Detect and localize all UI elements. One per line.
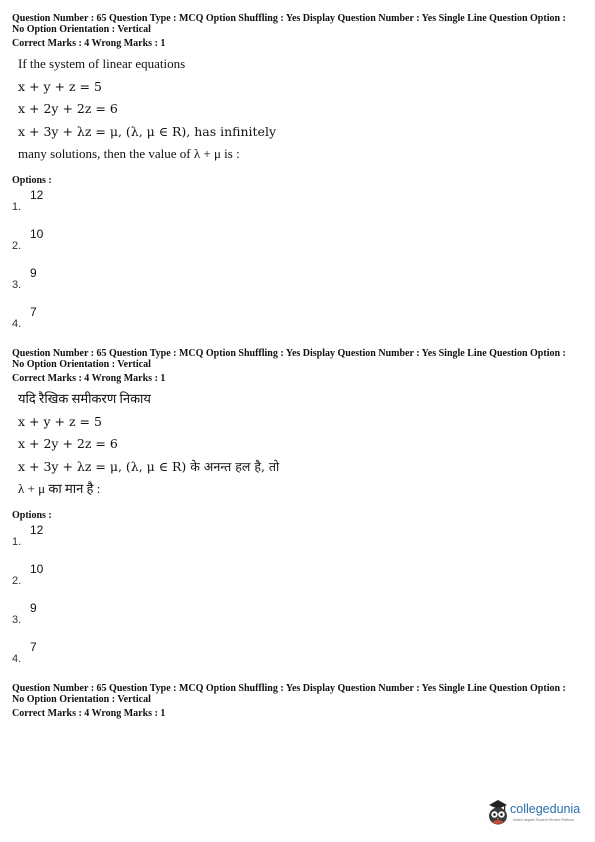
option-number: 2. [12,239,22,252]
option-3[interactable] [12,264,587,303]
owl-mascot-icon [486,796,510,826]
option-1[interactable] [12,521,587,560]
question-text [18,53,587,166]
option-value: 10 [30,226,44,241]
option-number: 4. [12,317,22,330]
question-header-line-1: Question Number : 65 Question Type : MCQ Option Shuffling : Yes Display Question Number : Yes Single Line Question Option : [12,683,566,694]
option-number: 2. [12,574,22,587]
question-intro: यदि रैखिक समीकरण निकाय [18,391,151,406]
option-number: 3. [12,278,22,291]
question-text [18,388,587,501]
option-value: 10 [30,561,44,576]
question-header-line-2: No Option Orientation : Vertical [12,359,151,370]
options-label: Options : [12,509,52,521]
logo-tagline: India's largest Student Review Platform [513,818,574,822]
option-value: 7 [30,304,37,319]
marks-line: Correct Marks : 4 Wrong Marks : 1 [12,38,166,49]
equation-1: x + y + z = 5 [18,413,102,429]
equation-2: x + 2y + 2z = 6 [18,101,118,116]
equation-3: x + 3y + λz = μ, (λ, μ ∈ R), has infinitely [18,123,277,139]
option-value: 12 [30,187,44,202]
question-intro: If the system of linear equations [18,56,186,71]
option-number: 1. [12,535,22,548]
question-ending: λ + μ का मान है : [18,481,101,496]
option-3[interactable] [12,599,587,638]
option-1[interactable] [12,186,587,225]
question-block-hindi [12,348,587,677]
equation-2: x + 2y + 2z = 6 [18,436,118,451]
options-label: Options : [12,174,52,186]
logo-brand-text: collegedunia [510,802,581,816]
question-block-english [12,13,587,342]
question-ending: many solutions, then the value of λ + μ is : [18,146,240,161]
question-header-line-2: No Option Orientation : Vertical [12,694,151,705]
option-4[interactable] [12,303,587,342]
marks-line: Correct Marks : 4 Wrong Marks : 1 [12,373,166,384]
option-2[interactable] [12,225,587,264]
question-header-line-1: Question Number : 65 Question Type : MCQ Option Shuffling : Yes Display Question Number : Yes Single Line Question Option : [12,348,566,359]
option-value: 7 [30,639,37,654]
option-value: 9 [30,600,37,615]
question-header-line-1: Question Number : 65 Question Type : MCQ Option Shuffling : Yes Display Question Number : Yes Single Line Question Option : [12,13,566,24]
option-number: 3. [12,613,22,626]
marks-line: Correct Marks : 4 Wrong Marks : 1 [12,708,166,719]
option-number: 4. [12,652,22,665]
equation-1: x + y + z = 5 [18,78,102,94]
collegedunia-logo [486,796,586,832]
question-block-third [12,683,587,719]
option-2[interactable] [12,560,587,599]
question-header-line-2: No Option Orientation : Vertical [12,24,151,35]
equation-3: x + 3y + λz = μ, (λ, μ ∈ R) के अनन्त हल है, तो [18,458,280,474]
option-value: 12 [30,522,44,537]
option-number: 1. [12,200,22,213]
option-value: 9 [30,265,37,280]
option-4[interactable] [12,638,587,677]
